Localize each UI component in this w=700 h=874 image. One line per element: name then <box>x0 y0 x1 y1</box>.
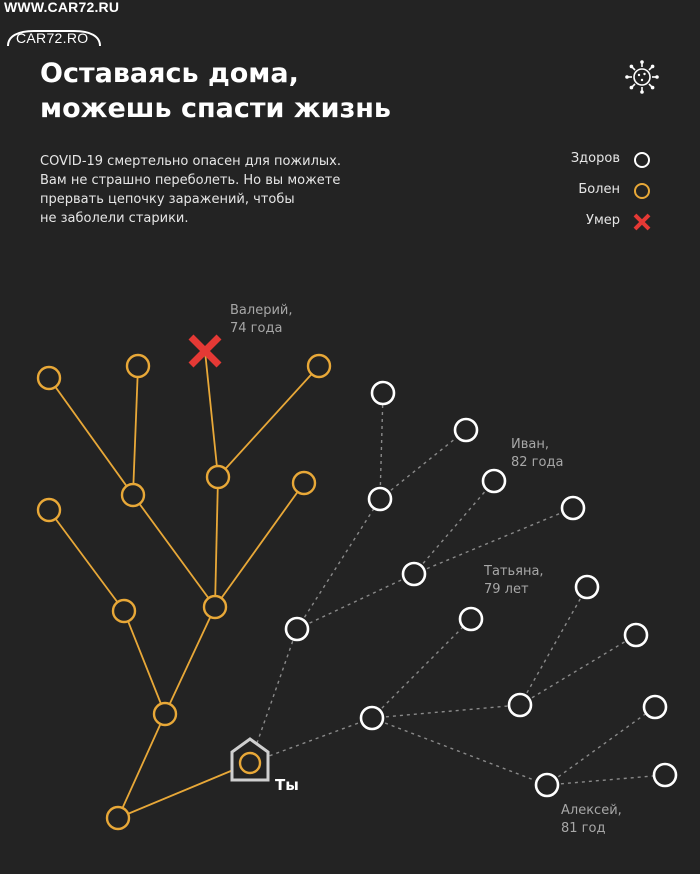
legend-label-healthy: Здоров <box>570 151 620 166</box>
legend-label-dead: Умер <box>586 213 620 228</box>
sick-link <box>205 351 218 477</box>
sick-nodes <box>38 355 330 829</box>
healthy-link <box>297 499 380 629</box>
healthy-node <box>455 419 477 441</box>
description-line: COVID-19 смертельно опасен для пожилых. <box>40 154 341 169</box>
healthy-node <box>403 563 425 585</box>
you-node <box>240 753 260 773</box>
you-label: Ты <box>275 776 299 794</box>
description-line: не заболели старики. <box>40 211 189 226</box>
healthy-link <box>380 393 383 499</box>
label-tatiana: Татьяна, 79 лет <box>484 564 544 597</box>
sick-link <box>215 477 218 607</box>
sick-node <box>308 355 330 377</box>
healthy-link <box>520 635 636 705</box>
sick-link <box>165 607 215 714</box>
description-line: Вам не страшно переболеть. Но вы можете <box>40 173 341 188</box>
sick-link <box>133 366 138 495</box>
healthy-link <box>372 718 547 785</box>
sick-node <box>107 807 129 829</box>
healthy-node <box>625 624 647 646</box>
sick-link <box>215 483 304 607</box>
healthy-node <box>372 382 394 404</box>
healthy-links <box>250 393 665 785</box>
healthy-node <box>654 764 676 786</box>
healthy-node <box>286 618 308 640</box>
healthy-node <box>576 576 598 598</box>
sick-links <box>49 351 319 818</box>
healthy-link <box>414 481 494 574</box>
healthy-node <box>483 470 505 492</box>
sick-link <box>133 495 215 607</box>
sick-node <box>207 466 229 488</box>
legend-label-sick: Болен <box>578 182 620 197</box>
healthy-node <box>536 774 558 796</box>
healthy-link <box>380 430 466 499</box>
healthy-link <box>372 705 520 718</box>
title-line-1: Оставаясь дома, <box>40 58 299 89</box>
label-ivan: Иван, 82 года <box>511 437 564 470</box>
sick-node <box>293 472 315 494</box>
sick-link <box>118 714 165 818</box>
description-line: прервать цепочку заражений, чтобы <box>40 192 295 207</box>
healthy-node <box>460 608 482 630</box>
sick-link <box>49 510 124 611</box>
healthy-nodes <box>286 382 676 796</box>
sick-node <box>154 703 176 725</box>
sick-node <box>127 355 149 377</box>
sick-node <box>122 484 144 506</box>
sick-node <box>113 600 135 622</box>
site-watermark: WWW.CAR72.RU <box>4 0 120 15</box>
sick-link <box>118 763 250 818</box>
sick-node <box>38 367 60 389</box>
sick-link <box>49 378 133 495</box>
label-valeriy: Валерий, 74 года <box>230 303 293 336</box>
healthy-node <box>644 696 666 718</box>
house-icon <box>232 739 268 780</box>
healthy-node <box>369 488 391 510</box>
healthy-link <box>520 587 587 705</box>
healthy-node <box>562 497 584 519</box>
healthy-link <box>297 574 414 629</box>
sick-link <box>124 611 165 714</box>
healthy-node <box>509 694 531 716</box>
healthy-link <box>372 619 471 718</box>
healthy-link <box>547 707 655 785</box>
sick-node <box>204 596 226 618</box>
sick-node <box>38 499 60 521</box>
dead-node-cross-icon <box>191 337 219 365</box>
healthy-node <box>361 707 383 729</box>
logo-text: CAR72.RO <box>16 30 89 46</box>
sick-link <box>218 366 319 477</box>
label-aleksey: Алексей, 81 год <box>561 803 622 836</box>
healthy-link <box>547 775 665 785</box>
title-line-2: можешь спасти жизнь <box>40 93 391 124</box>
